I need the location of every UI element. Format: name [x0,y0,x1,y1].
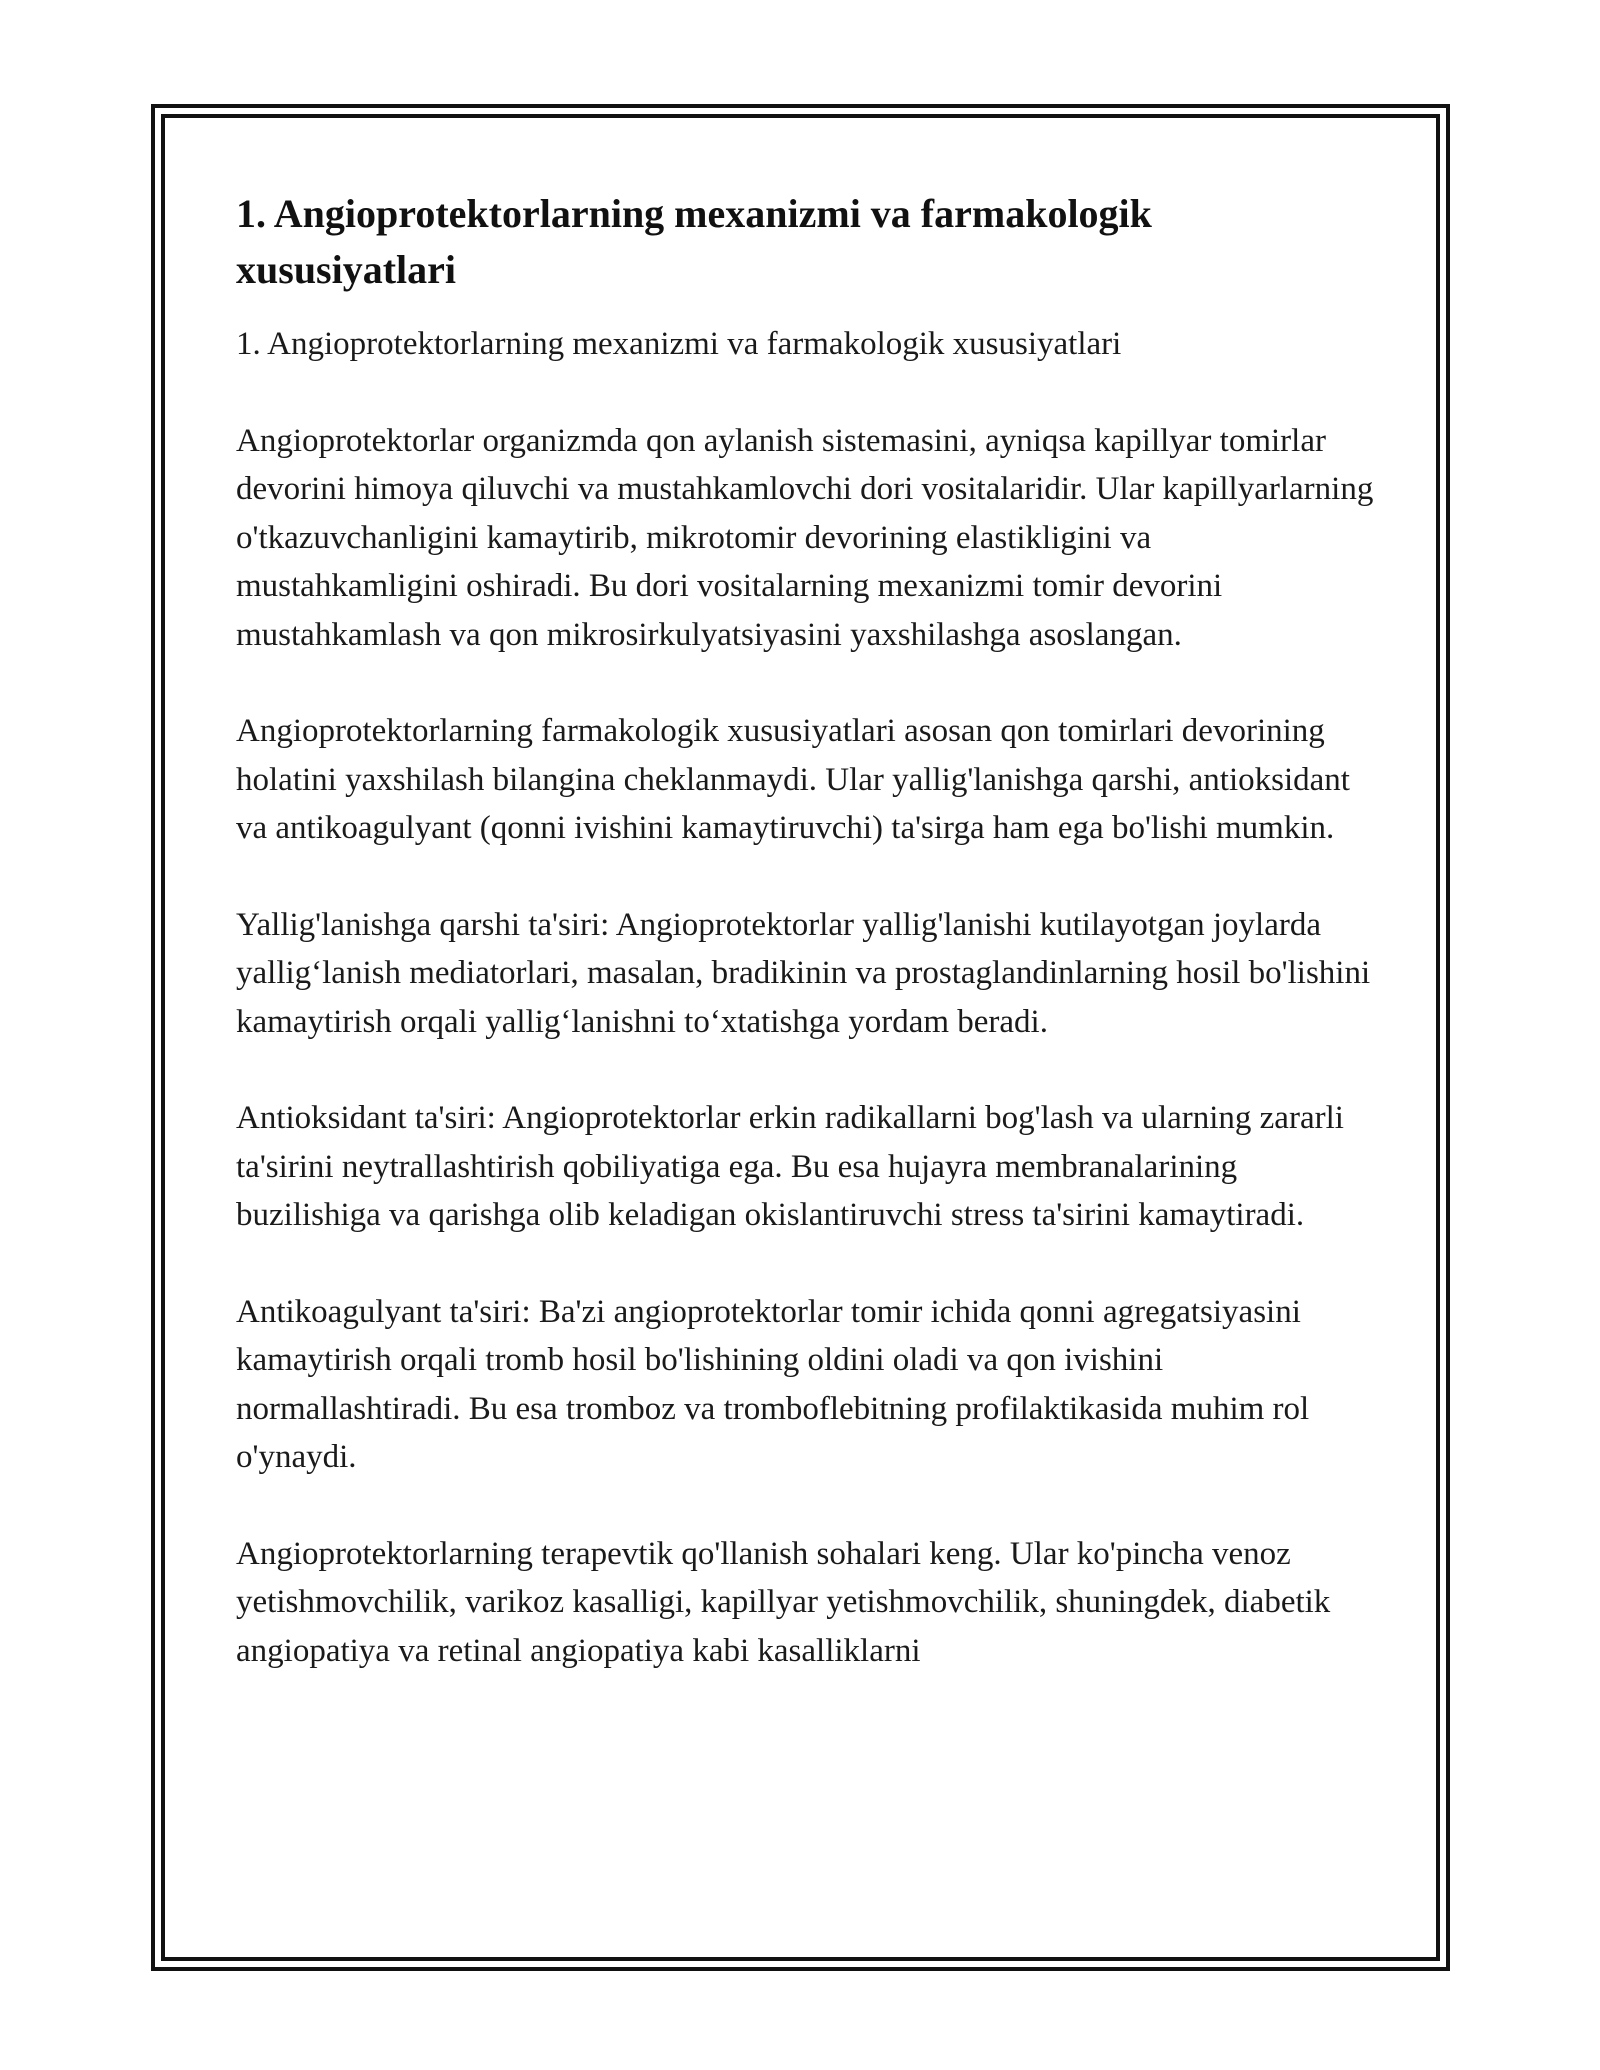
document-body [236,186,1376,1723]
document-heading: 1. Angioprotektorlarning mexanizmi va farmakologik xususiyatlari [236,191,1152,292]
therapeutic-use-paragraph: Angioprotektorlarning terapevtik qo'llanish sohalari keng. Ular ko'pincha venoz yetishmovchilik, varikoz kasalligi, kapillyar yetishmovchilik, shuningdek, diabetik angiopatiya va retinal angiopatiya kabi kasalliklarni [236,1535,1331,1669]
subtitle-paragraph: 1. Angioprotektorlarning mexanizmi va farmakologik xususiyatlari [236,326,1122,362]
antioxidant-paragraph: Antioksidant ta'siri: Angioprotektorlar erkin radikallarni bog'lash va ularning zararli ta'sirini neytrallashtirish qobiliyatiga ega. Bu esa hujayra membranalarining buzilishiga va qarishga olib keladigan okislantiruvchi stress ta'sirini kamaytiradi. [236,1100,1344,1233]
intro-paragraph: Angioprotektorlar organizmda qon aylanish sistemasini, ayniqsa kapillyar tomirlar devorini himoya qiluvchi va mustahkamlovchi dori vositalaridir. Ular kapillyarlarning o'tkazuvchanligini kamaytirib, mikrotomir devorining elastikligini va mustahkamligini oshiradi. Bu dori vositalarning mexanizmi tomir devorini mustahkamlash va qon mikrosirkulyatsiyasini yaxshilashga asoslangan. [236,422,1374,653]
anti-inflammatory-paragraph: Yallig'lanishga qarshi ta'siri: Angioprotektorlar yallig'lanishi kutilayotgan joylarda yallig‘lanish mediatorlari, masalan, bradikinin va prostaglandinlarning hosil bo'lishini kamaytirish orqali yallig‘lanishni to‘xtatishga yordam beradi. [236,906,1371,1040]
anticoagulant-paragraph: Antikoagulyant ta'siri: Ba'zi angioprotektorlar tomir ichida qonni agregatsiyasini kamaytirish orqali tromb hosil bo'lishining oldini oladi va qon ivishini normallashtiradi. Bu esa tromboz va tromboflebitning profilaktikasida muhim rol o'ynaydi. [236,1293,1310,1475]
pharmacology-paragraph: Angioprotektorlarning farmakologik xususiyatlari asosan qon tomirlari devorining holatini yaxshilash bilangina cheklanmaydi. Ular yallig'lanishga qarshi, antioksidant va antikoagulyant (qonni ivishini kamaytiruvchi) ta'sirga ham ega bo'lishi mumkin. [236,713,1350,846]
